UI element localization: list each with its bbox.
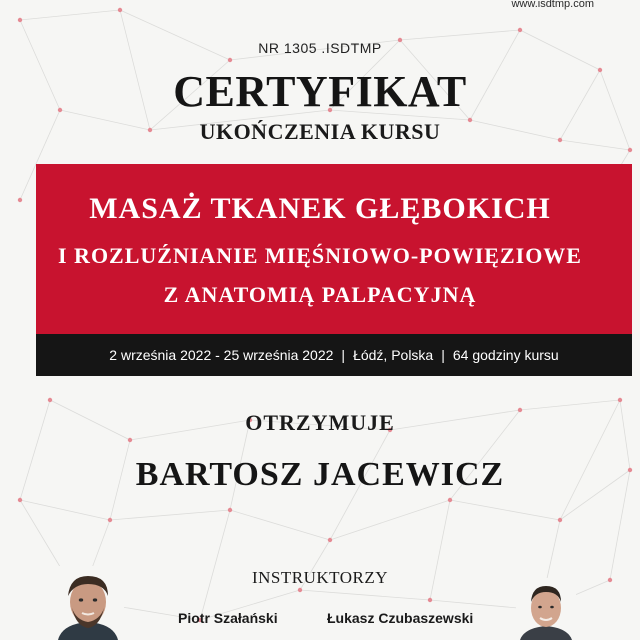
- network-node: [228, 508, 232, 512]
- network-node: [448, 498, 452, 502]
- course-dates: 2 września 2022 - 25 września 2022: [109, 347, 334, 363]
- recipient-label: OTRZYMUJE: [245, 410, 395, 435]
- info-separator: |: [341, 347, 346, 363]
- certificate-serial-number: NR 1305 .ISDTMP: [258, 40, 382, 56]
- website-url: www.isdtmp.com: [511, 0, 594, 10]
- instructors-label: INSTRUKTORZY: [251, 568, 389, 587]
- course-info-bar: [36, 334, 632, 376]
- network-line: [230, 510, 330, 540]
- network-node: [618, 398, 622, 402]
- network-line: [110, 510, 230, 520]
- network-node: [628, 148, 632, 152]
- course-location: Łódź, Polska: [353, 347, 434, 363]
- network-line: [400, 30, 520, 40]
- instructor-name-1: Piotr Szałański: [178, 610, 278, 626]
- network-line: [20, 500, 110, 520]
- network-line: [200, 510, 230, 620]
- course-name-line-2: I ROZLUŹNIANIE MIĘŚNIOWO-POWIĘZIOWE: [58, 243, 582, 268]
- network-node: [428, 598, 432, 602]
- certificate-title: CERTYFIKAT: [173, 67, 467, 116]
- course-name-line-1: MASAŻ TKANEK GŁĘBOKICH: [89, 192, 551, 225]
- network-line: [450, 500, 560, 520]
- network-node: [328, 538, 332, 542]
- network-line: [300, 590, 430, 600]
- network-node: [518, 28, 522, 32]
- network-node: [228, 58, 232, 62]
- recipient-name: BARTOSZ JACEWICZ: [135, 456, 505, 493]
- network-node: [558, 518, 562, 522]
- certificate-subtitle: UKOŃCZENIA KURSU: [199, 119, 441, 144]
- instructor-photo-1: [52, 566, 124, 640]
- instructor-photo-2: [516, 578, 576, 640]
- network-line: [330, 500, 450, 540]
- network-node: [298, 588, 302, 592]
- network-node: [108, 518, 112, 522]
- course-hours: 64 godziny kursu: [452, 347, 559, 363]
- network-node: [118, 8, 122, 12]
- network-node: [48, 398, 52, 402]
- network-line: [520, 400, 620, 410]
- course-name-line-3: Z ANATOMIĄ PALPACYJNĄ: [163, 282, 477, 307]
- network-node: [128, 438, 132, 442]
- network-node: [18, 498, 22, 502]
- network-node: [18, 18, 22, 22]
- info-separator: |: [441, 347, 445, 363]
- network-line: [20, 10, 120, 20]
- instructor-name-2: Łukasz Czubaszewski: [327, 610, 474, 626]
